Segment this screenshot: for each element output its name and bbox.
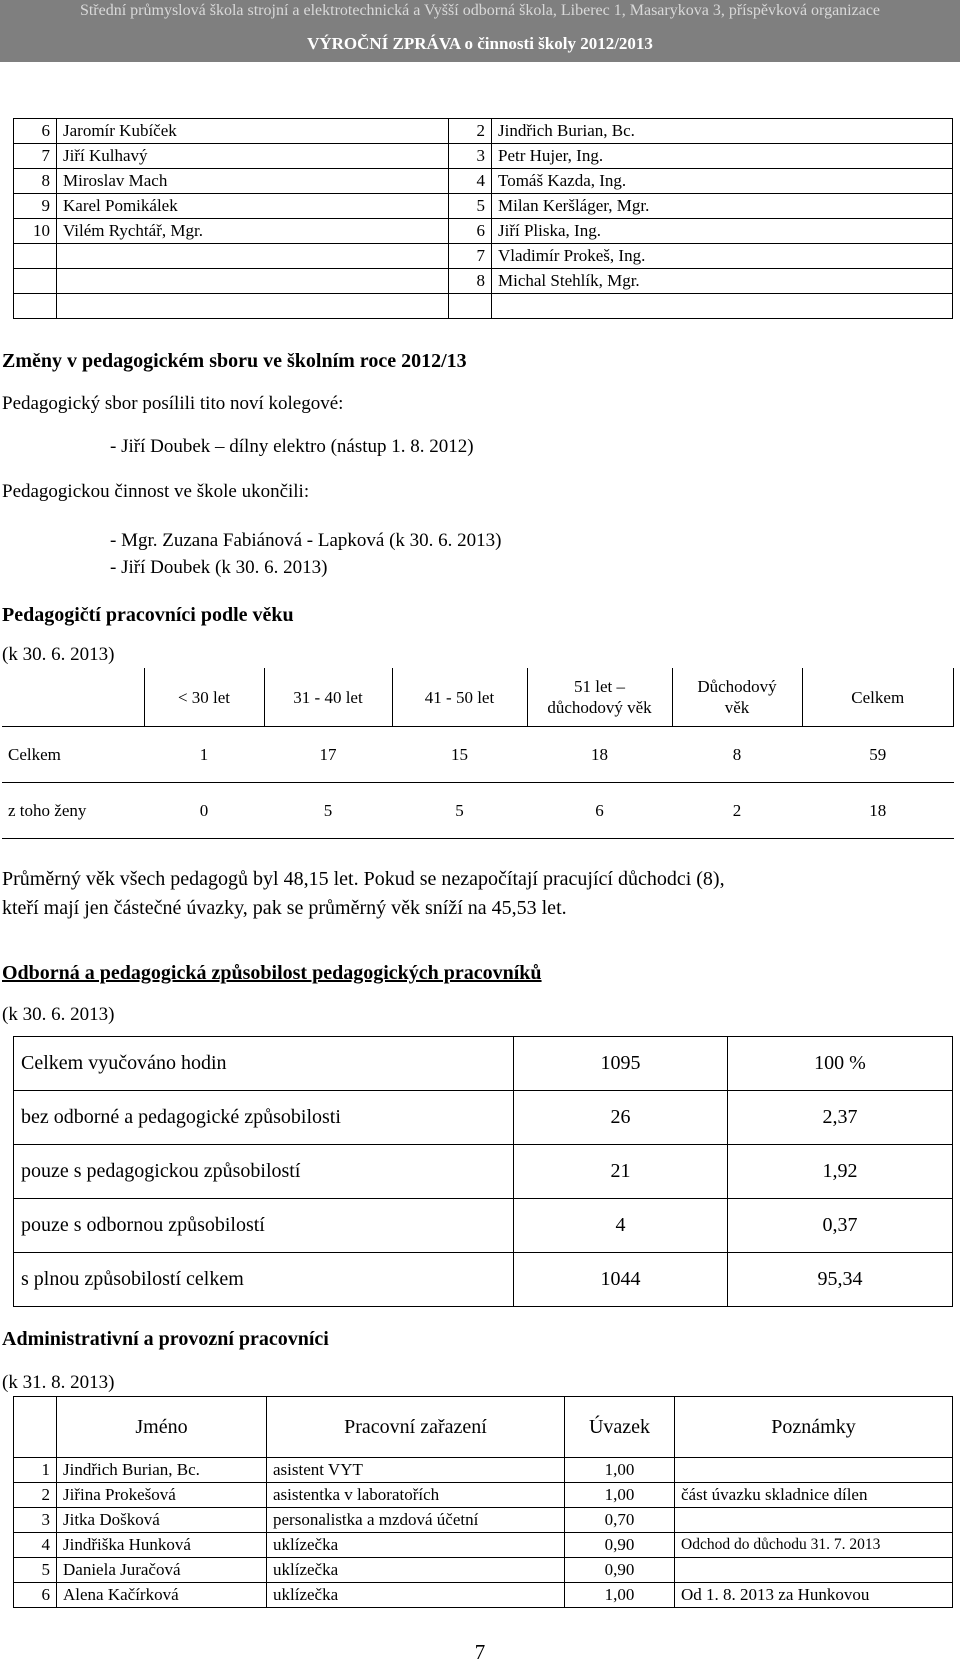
workload: 0,70	[565, 1508, 675, 1533]
qualification-heading: Odborná a pedagogická způsobilost pedagogických pracovníků	[2, 962, 542, 984]
cell-value: 1	[144, 727, 264, 783]
average-age-text: Průměrný věk všech pedagogů byl 48,15 let. Pokud se nezapočítají pracující důchodci (8),	[2, 868, 725, 890]
cell-value: 100 %	[728, 1037, 953, 1091]
cell-value: 4	[514, 1199, 728, 1253]
staff-name: Alena Kačírková	[57, 1583, 267, 1608]
age-table	[2, 668, 954, 839]
left-staff-item: - Jiří Doubek (k 30. 6. 2013)	[110, 557, 328, 578]
cell-value: 2	[672, 783, 802, 839]
staff-name: Vilém Rychtář, Mgr.	[57, 219, 449, 244]
age-header-row	[2, 668, 954, 727]
table-row	[2, 783, 954, 839]
new-staff-item: - Jiří Doubek – dílny elektro (nástup 1. 8. 2012)	[110, 436, 474, 457]
note: Od 1. 8. 2013 za Hunkovou	[675, 1583, 953, 1608]
admin-header-row	[14, 1397, 953, 1458]
cell-value: 15	[392, 727, 527, 783]
cell-value: 5	[392, 783, 527, 839]
table-row	[14, 269, 953, 294]
cell-value: 0	[144, 783, 264, 839]
table-row	[14, 1091, 953, 1145]
table-row	[14, 1458, 953, 1483]
staff-name: Jindřiška Hunková	[57, 1533, 267, 1558]
row-label: Celkem	[2, 727, 144, 783]
table-row	[14, 1558, 953, 1583]
staff-name: Milan Keršláger, Mgr.	[492, 194, 953, 219]
cell-value: 1044	[514, 1253, 728, 1307]
page-number: 7	[474, 1640, 486, 1664]
staff-name: Vladimír Prokeš, Ing.	[492, 244, 953, 269]
job-role: uklízečka	[267, 1533, 565, 1558]
note	[675, 1458, 953, 1483]
staff-name	[492, 294, 953, 319]
qualification-table	[13, 1036, 953, 1307]
cell-value: 17	[264, 727, 392, 783]
staff-name: Jindřich Burian, Bc.	[492, 119, 953, 144]
table-row	[14, 119, 953, 144]
report-header	[0, 0, 960, 62]
staff-name: Jindřich Burian, Bc.	[57, 1458, 267, 1483]
staff-name: Petr Hujer, Ing.	[492, 144, 953, 169]
workload: 1,00	[565, 1483, 675, 1508]
row-number: 10	[14, 219, 57, 244]
table-row	[14, 1508, 953, 1533]
row-number: 6	[14, 1583, 57, 1608]
row-label: pouze s odbornou způsobilostí	[14, 1199, 514, 1253]
admin-header-cell: Jméno	[57, 1397, 267, 1458]
staff-name: Jaromír Kubíček	[57, 119, 449, 144]
cell-value: 5	[264, 783, 392, 839]
admin-date: (k 31. 8. 2013)	[2, 1372, 115, 1393]
staff-table	[13, 118, 953, 319]
cell-value: 6	[527, 783, 672, 839]
row-number: 5	[449, 194, 492, 219]
row-label: pouze s pedagogickou způsobilostí	[14, 1145, 514, 1199]
age-heading: Pedagogičtí pracovníci podle věku	[2, 604, 294, 626]
admin-header-cell: Úvazek	[565, 1397, 675, 1458]
workload: 0,90	[565, 1533, 675, 1558]
staff-name: Jiří Pliska, Ing.	[492, 219, 953, 244]
table-row	[14, 219, 953, 244]
workload: 1,00	[565, 1458, 675, 1483]
job-role: asistentka v laboratořích	[267, 1483, 565, 1508]
table-row	[14, 169, 953, 194]
age-header-cell: Důchodový věk	[672, 668, 802, 727]
staff-name: Tomáš Kazda, Ing.	[492, 169, 953, 194]
row-number: 1	[14, 1458, 57, 1483]
row-number: 7	[14, 144, 57, 169]
row-label: Celkem vyučováno hodin	[14, 1037, 514, 1091]
admin-table	[13, 1396, 953, 1608]
staff-name: Karel Pomikálek	[57, 194, 449, 219]
row-number	[449, 294, 492, 319]
table-row	[14, 244, 953, 269]
row-label: z toho ženy	[2, 783, 144, 839]
age-header-cell: 41 - 50 let	[392, 668, 527, 727]
row-number: 9	[14, 194, 57, 219]
left-staff-item: - Mgr. Zuzana Fabiánová - Lapková (k 30. 6. 2013)	[110, 530, 502, 551]
row-number: 3	[449, 144, 492, 169]
row-label: s plnou způsobilostí celkem	[14, 1253, 514, 1307]
staff-name: Jiří Kulhavý	[57, 144, 449, 169]
staff-name	[57, 294, 449, 319]
school-name: Střední průmyslová škola strojní a elektrotechnická a Vyšší odborná škola, Liberec 1, Masarykova 3, příspěvková organizace	[79, 2, 881, 19]
row-number: 6	[14, 119, 57, 144]
table-row	[2, 727, 954, 783]
table-row	[14, 1483, 953, 1508]
table-row	[14, 1253, 953, 1307]
cell-value: 2,37	[728, 1091, 953, 1145]
table-row	[14, 194, 953, 219]
cell-value: 59	[802, 727, 954, 783]
new-staff-intro: Pedagogický sbor posílili tito noví kolegové:	[2, 393, 344, 414]
average-age-text: kteří mají jen částečné úvazky, pak se průměrný věk sníží na 45,53 let.	[2, 897, 567, 919]
age-header-cell: Celkem	[802, 668, 954, 727]
left-staff-intro: Pedagogickou činnost ve škole ukončili:	[2, 481, 310, 502]
cell-value: 18	[527, 727, 672, 783]
staff-name: Jiřina Prokešová	[57, 1483, 267, 1508]
age-header-cell: < 30 let	[144, 668, 264, 727]
table-row	[14, 1145, 953, 1199]
age-header-cell: 51 let – důchodový věk	[527, 668, 672, 727]
job-role: asistent VYT	[267, 1458, 565, 1483]
table-row	[14, 144, 953, 169]
report-title: VÝROČNÍ ZPRÁVA o činnosti školy 2012/2013	[307, 34, 653, 53]
note: část úvazku skladnice dílen	[675, 1483, 953, 1508]
cell-value: 95,34	[728, 1253, 953, 1307]
cell-value: 0,37	[728, 1199, 953, 1253]
changes-heading: Změny v pedagogickém sboru ve školním roce 2012/13	[2, 350, 467, 372]
row-label: bez odborné a pedagogické způsobilosti	[14, 1091, 514, 1145]
table-row	[14, 294, 953, 319]
row-number: 6	[449, 219, 492, 244]
age-header-cell: 31 - 40 let	[264, 668, 392, 727]
staff-name: Michal Stehlík, Mgr.	[492, 269, 953, 294]
job-role: uklízečka	[267, 1558, 565, 1583]
note: Odchod do důchodu 31. 7. 2013	[675, 1533, 953, 1558]
row-number	[14, 294, 57, 319]
cell-value: 8	[672, 727, 802, 783]
row-number: 4	[449, 169, 492, 194]
staff-name	[57, 244, 449, 269]
table-row	[14, 1583, 953, 1608]
staff-name	[57, 269, 449, 294]
note	[675, 1558, 953, 1583]
staff-name: Jitka Došková	[57, 1508, 267, 1533]
row-number	[14, 269, 57, 294]
cell-value: 26	[514, 1091, 728, 1145]
table-row	[14, 1199, 953, 1253]
row-number: 2	[14, 1483, 57, 1508]
workload: 1,00	[565, 1583, 675, 1608]
cell-value: 21	[514, 1145, 728, 1199]
cell-value: 1095	[514, 1037, 728, 1091]
workload: 0,90	[565, 1558, 675, 1583]
job-role: uklízečka	[267, 1583, 565, 1608]
admin-header-cell: Poznámky	[675, 1397, 953, 1458]
cell-value: 18	[802, 783, 954, 839]
staff-name: Miroslav Mach	[57, 169, 449, 194]
row-number: 3	[14, 1508, 57, 1533]
row-number	[14, 244, 57, 269]
row-number: 5	[14, 1558, 57, 1583]
row-number: 7	[449, 244, 492, 269]
row-number: 4	[14, 1533, 57, 1558]
cell-value: 1,92	[728, 1145, 953, 1199]
table-row	[14, 1037, 953, 1091]
note	[675, 1508, 953, 1533]
staff-name: Daniela Juračová	[57, 1558, 267, 1583]
qualification-date: (k 30. 6. 2013)	[2, 1004, 115, 1025]
admin-header-cell: Pracovní zařazení	[267, 1397, 565, 1458]
admin-heading: Administrativní a provozní pracovníci	[2, 1328, 329, 1350]
table-row	[14, 1533, 953, 1558]
row-number: 8	[14, 169, 57, 194]
row-number: 2	[449, 119, 492, 144]
age-date: (k 30. 6. 2013)	[2, 644, 115, 665]
job-role: personalistka a mzdová účetní	[267, 1508, 565, 1533]
row-number: 8	[449, 269, 492, 294]
